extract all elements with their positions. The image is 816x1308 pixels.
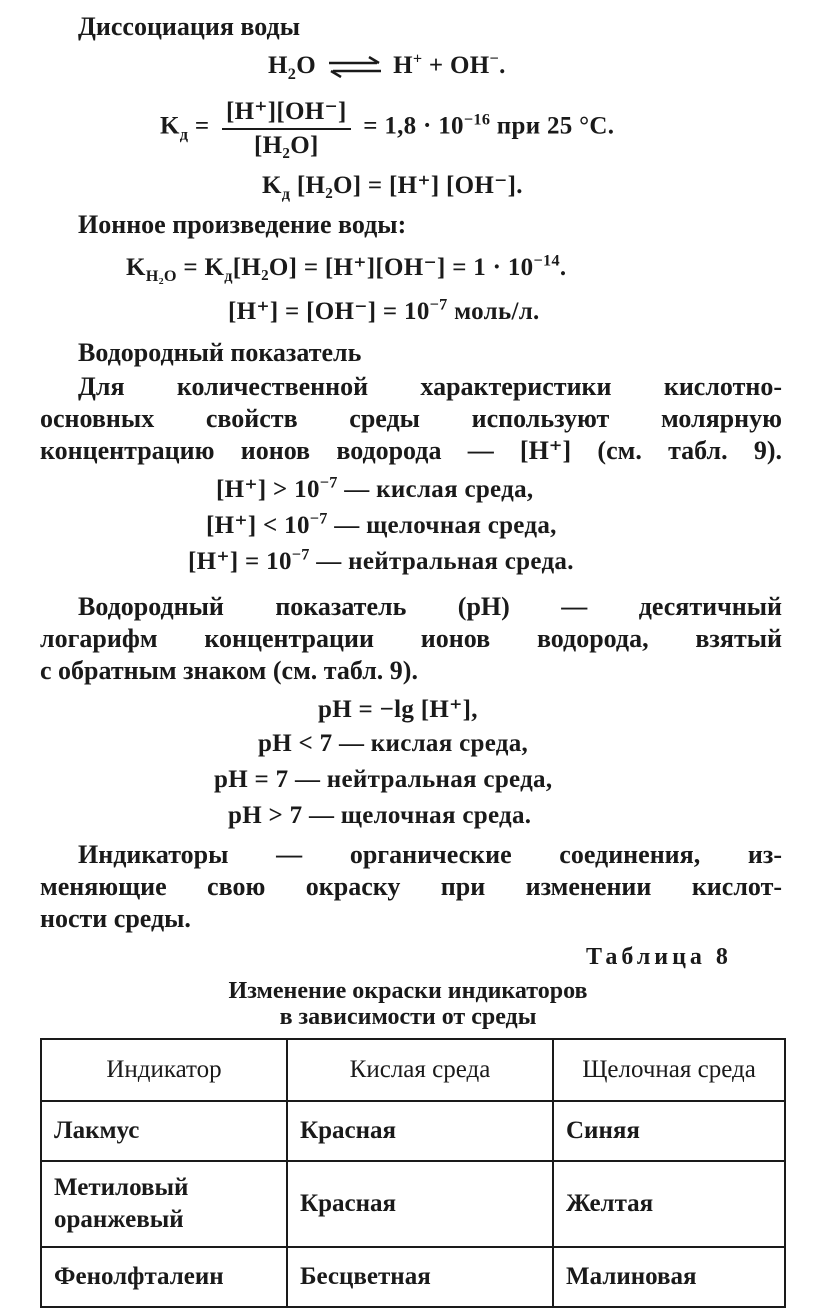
ph-neutral: pH = 7 — нейтральная среда,	[214, 766, 553, 793]
kd-fraction: $\frac{[H^+][OH^-]}{\text{[H₂O]}}$	[222, 96, 351, 160]
condition-alkaline-h: $[H^+] < 10^{-7}$ — щелочная среда,	[206, 509, 557, 539]
equilibrium-arrow-icon	[327, 56, 383, 78]
indicator-table	[40, 1038, 786, 1308]
equation-kd-product: $K_д$ [H₂O] = [H⁺] [OH⁻].	[262, 172, 523, 203]
table-cell: Синяя	[553, 1101, 785, 1161]
table-row	[41, 1247, 785, 1307]
paragraph-2-line-1: Водородный показатель (pH) — десятичный	[78, 592, 782, 621]
table-header-acidic: Кислая среда	[287, 1039, 553, 1101]
paragraph-1-line-1: Для количественной характеристики кислотно-	[78, 372, 782, 401]
table-header-indicator: Индикатор	[41, 1039, 287, 1101]
paragraph-3-line-2: меняющие свою окраску при изменении кислот-	[40, 872, 782, 901]
paragraph-2-line-3: с обратным знаком (см. табл. 9).	[40, 656, 418, 685]
table-row	[41, 1161, 785, 1247]
condition-acidic-h: $[H^+] > 10^{-7}$ — кислая среда,	[216, 473, 534, 503]
table-cell: Фенолфталеин	[41, 1247, 287, 1307]
ph-definition: pH = −lg [H⁺],	[318, 696, 478, 723]
table-title-line-1: Изменение окраски индикаторов	[228, 978, 588, 1004]
table-number-label: Таблица 8	[586, 944, 732, 970]
condition-neutral-h: $[H^+] = 10^{-7}$ — нейтральная среда.	[188, 545, 574, 575]
table-title-line-2: в зависимости от среды	[279, 1004, 537, 1030]
paragraph-2-line-2: логарифм концентрации ионов водорода, взятый	[40, 624, 782, 653]
equation-kw: $K_{H_2O} = K_д[H_2O] = [H^+][OH^-] = 1 \cdot 10^{-14}$.	[126, 251, 567, 285]
table-cell: Лакмус	[41, 1101, 287, 1161]
section-title-hydrogen-index: Водородный показатель	[78, 338, 362, 367]
ph-alkaline: pH > 7 — щелочная среда.	[228, 802, 532, 829]
paragraph-3-line-1: Индикаторы — органические соединения, из-	[78, 840, 782, 869]
table-cell: Малиновая	[553, 1247, 785, 1307]
table-cell: Красная	[287, 1161, 553, 1247]
section-title-dissociation: Диссоциация воды	[78, 12, 301, 41]
ph-acidic: pH < 7 — кислая среда,	[258, 730, 529, 757]
equation-kd: $K_д$ = $\frac{[H^+][OH^-]}{\text{[H₂O]}}$ = $1,8 \cdot 10^{-16}$ при 25 °C.	[160, 98, 615, 159]
table-cell: Желтая	[553, 1161, 785, 1247]
table-header-row	[41, 1039, 785, 1101]
table-cell: Бесцветная	[287, 1247, 553, 1307]
paragraph-3-line-3: ности среды.	[40, 904, 191, 933]
table-row	[41, 1101, 785, 1161]
equation-water-dissociation: $H_2O$ H+ + OH−.	[268, 49, 506, 83]
equation-neutral-concentration: $[H^+] = [OH^-] = 10^{-7}$ моль/л.	[228, 295, 540, 325]
table-cell: Метиловый оранжевый	[41, 1161, 287, 1247]
paragraph-1-line-2: основных свойств среды используют молярную	[40, 404, 782, 433]
table-header-alkaline: Щелочная среда	[553, 1039, 785, 1101]
paragraph-1-line-3: концентрацию ионов водорода — [H⁺] (см. табл. 9).	[40, 436, 782, 465]
section-title-ion-product: Ионное произведение воды:	[78, 210, 407, 239]
table-cell: Красная	[287, 1101, 553, 1161]
